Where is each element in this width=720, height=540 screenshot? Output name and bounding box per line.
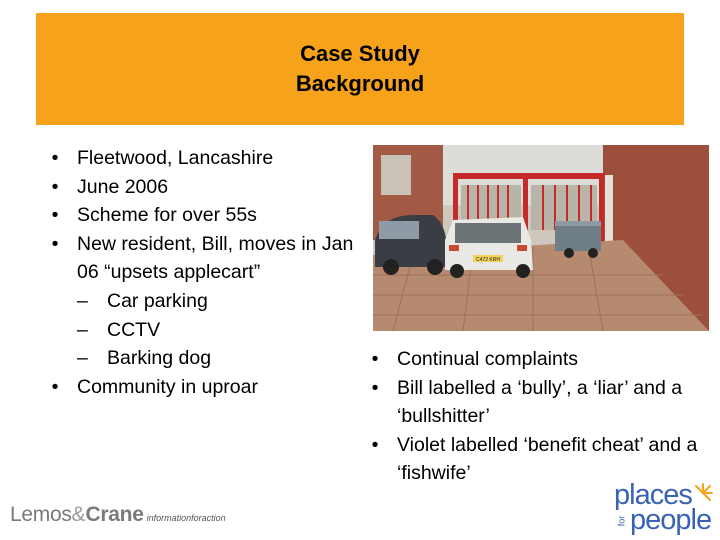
sub-bullet-dash: – [77,318,88,341]
logo-word-places: places [614,479,692,511]
bullet-dot: • [51,375,59,398]
sub-bullet-text: Barking dog [107,347,212,370]
slide-title-line-1: Case Study [300,41,420,66]
bullet-text: Fleetwood, Lancashire [77,147,274,169]
bullet-text: Scheme for over 55s [77,204,257,227]
bullet-item [46,230,366,373]
bullet-item [46,173,366,202]
left-bullet-list [46,144,366,401]
bullet-dot: • [371,433,379,456]
places-for-people-logo [610,480,716,536]
sub-bullet-item [77,344,366,373]
bullet-dot: • [51,232,59,255]
car-park-illustration [373,145,709,331]
sub-bullet-dash: – [77,289,88,312]
bullet-dot: • [371,376,379,399]
bullet-item [46,373,366,402]
logo-word-crane: Crane [85,503,144,526]
title-banner [36,13,684,125]
lemos-crane-logo [10,503,226,527]
sub-bullet-dash: – [77,347,88,370]
sub-bullet-text: Car parking [107,289,208,312]
bullet-text: Community in uproar [77,375,258,398]
bullet-text: Violet labelled ‘benefit cheat’ and a ‘fishwife’ [397,433,698,485]
logo-ampersand: & [71,503,86,526]
bullet-text: Continual complaints [397,348,579,370]
car-park-photo [373,145,709,331]
sunburst-icon [692,482,714,504]
logo-word-for: for [616,515,627,527]
bullet-text: June 2006 [77,175,169,198]
sub-bullet-text: CCTV [107,318,161,341]
number-plate: C472 KRH [476,257,500,263]
bullet-dot: • [51,204,59,227]
bullet-item [366,345,706,374]
slide-title-line-2: Background [295,71,425,96]
bullet-dot: • [51,147,59,169]
bullet-dot: • [51,175,59,198]
right-bullet-list [366,345,706,488]
logo-word-lemos: Lemos [10,503,72,526]
bullet-text: New resident, Bill, moves in Jan 06 “upsets applecart” [77,232,354,284]
bullet-item [366,374,706,431]
sub-bullet-item [77,287,366,316]
bullet-item [46,144,366,173]
bullet-text: Bill labelled a ‘bully’, a ‘liar’ and a ‘bullshitter’ [397,376,683,428]
bullet-item [46,201,366,230]
sub-bullet-list [77,287,366,373]
logo-word-people: people [630,504,712,536]
logo-tagline: informationforaction [146,513,226,523]
bullet-dot: • [371,348,379,370]
sub-bullet-item [77,316,366,345]
